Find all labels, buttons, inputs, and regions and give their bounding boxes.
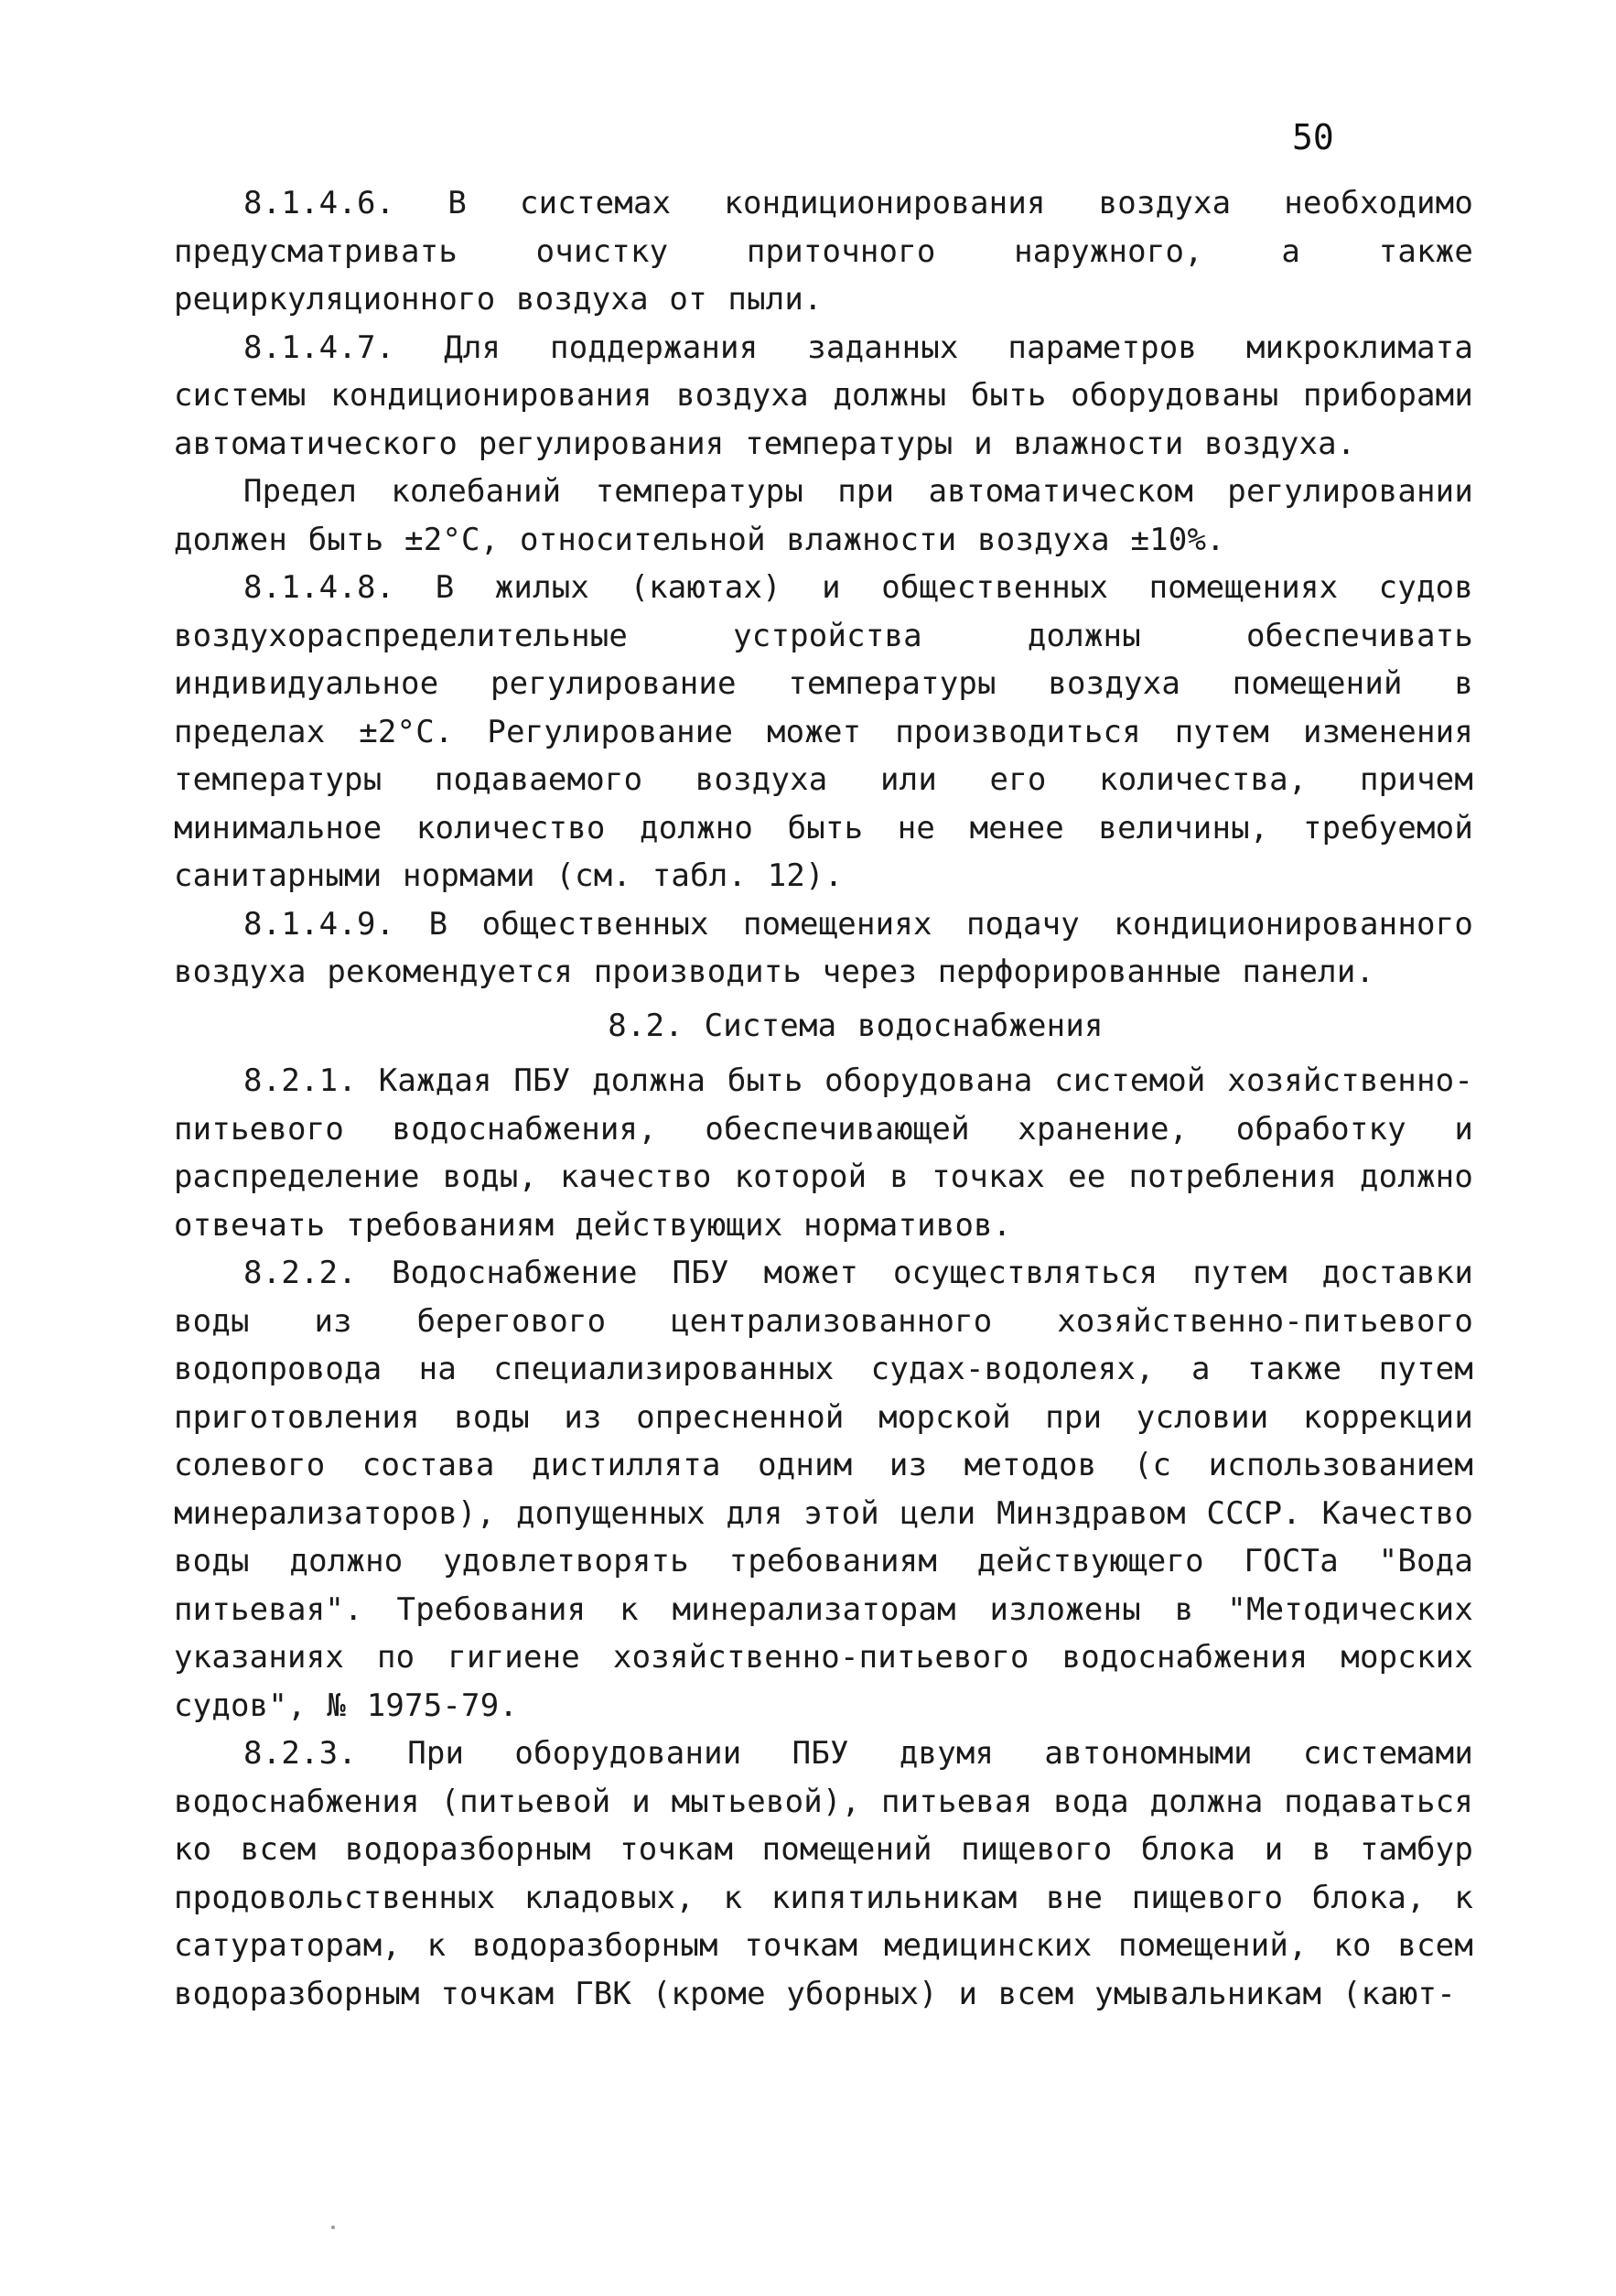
paragraph-8-2-2: 8.2.2. Водоснабжение ПБУ может осуществляться путем доставки воды из берегового централизованного хозяйственно-питьевого водопровода на специализированных судах-водолеях, а также путем приготовления воды из опресненной морской при условии коррекции солевого состава дистиллята одним из методов (с использованием минерализаторов), допущенных для этой цели Минздравом СССР. Качество воды должно удовлетворять требованиям действующего ГОСТа "Вода питьевая". Требования к минерализаторам изложены в "Методических указаниях по гигиене хозяйственно-питьевого водоснабжения морских судов", № 1975-79.: [174, 1255, 1473, 1724]
document-body: [174, 179, 1473, 2018]
paragraph-8-1-4-8: 8.1.4.8. В жилых (каютах) и общественных помещениях судов воздухораспределительные устройства должны обеспечивать индивидуальное регулирование температуры воздуха помещений в пределах ±2°C. Регулирование может производиться путем изменения температуры подаваемого воздуха или его количества, причем минимальное количество должно быть не менее величины, требуемой санитарными нормами (см. табл. 12).: [174, 569, 1473, 894]
scan-speck: [331, 2226, 335, 2229]
paragraph-8-2-1: 8.2.1. Каждая ПБУ должна быть оборудована системой хозяйственно-питьевого водоснабжения, обеспечивающей хранение, обработку и распределение воды, качество которой в точках ее потребления должно отвечать требованиям действующих нормативов.: [174, 1062, 1473, 1244]
page-number: 50: [1292, 117, 1334, 157]
paragraph-8-1-4-9: 8.1.4.9. В общественных помещениях подачу кондиционированного воздуха рекомендуется производить через перфорированные панели.: [174, 905, 1473, 990]
paragraph-8-1-4-6: 8.1.4.6. В системах кондиционирования воздуха необходимо предусматривать очистку приточного наружного, а также рециркуляционного воздуха от пыли.: [174, 185, 1473, 318]
paragraph-8-1-4-7: 8.1.4.7. Для поддержания заданных параметров микроклимата системы кондиционирования воздуха должны быть оборудованы приборами автоматического регулирования температуры и влажности воздуха.: [174, 329, 1473, 462]
paragraph-8-2-3: 8.2.3. При оборудовании ПБУ двумя автономными системами водоснабжения (питьевой и мытьевой), питьевая вода должна подаваться ко всем водоразборным точкам помещений пищевого блока и в тамбур продовольственных кладовых, к кипятильникам вне пищевого блока, к сатураторам, к водоразборным точкам медицинских помещений, ко всем водоразборным точкам ГВК (кроме уборных) и всем умывальникам (кают-: [174, 1735, 1473, 2012]
paragraph-temperature-limits: Предел колебаний температуры при автоматическом регулировании должен быть ±2°C, относительной влажности воздуха ±10%.: [174, 473, 1473, 558]
section-heading-8-2: 8.2. Система водоснабжения: [608, 1007, 1104, 1044]
